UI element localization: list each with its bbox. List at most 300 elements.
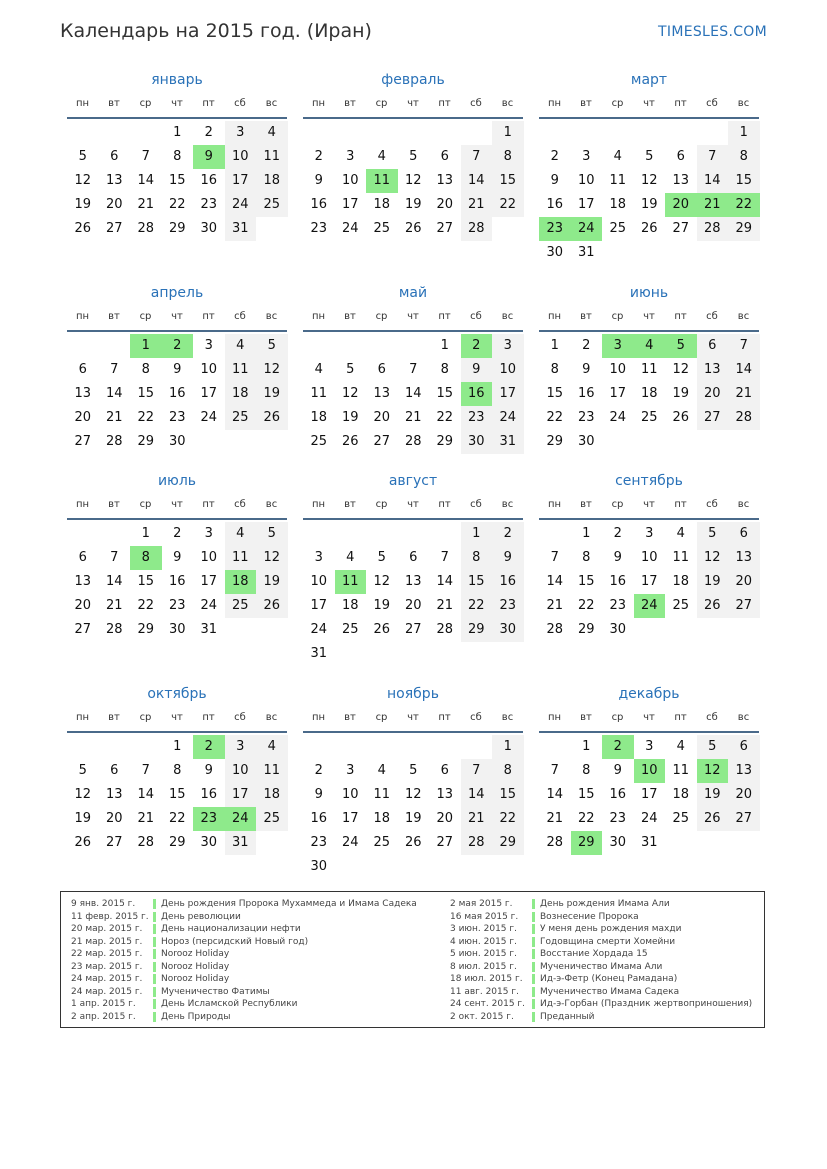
day-cell: 31: [225, 217, 257, 241]
holiday-day: 8: [130, 546, 162, 570]
day-cell: 11: [256, 759, 288, 783]
weekday-header: вт: [580, 712, 592, 723]
day-cell: 4: [676, 739, 685, 754]
legend-holiday-name: День рождения Пророка Мухаммеда и Имама Садека: [161, 899, 417, 909]
day-cell: 18: [373, 197, 391, 212]
day-cell: 16: [168, 386, 186, 401]
day-cell: 12: [404, 787, 422, 802]
day-cell: 22: [137, 598, 155, 613]
day-cell: 30: [492, 618, 524, 642]
day-cell: 29: [436, 434, 454, 449]
day-cell: 3: [645, 739, 654, 754]
day-cell: 15: [168, 173, 186, 188]
legend-marker: [532, 987, 535, 997]
weekday-header: ср: [375, 712, 388, 723]
day-cell: 18: [225, 382, 257, 406]
day-cell: 29: [492, 831, 524, 855]
weekday-header: вт: [344, 98, 356, 109]
legend-marker: [153, 912, 156, 922]
day-cell: 13: [404, 574, 422, 589]
legend-date: 2 мая 2015 г.: [450, 899, 513, 909]
day-cell: 15: [461, 570, 493, 594]
day-cell: 14: [404, 386, 422, 401]
month-5: [303, 285, 523, 478]
day-cell: 26: [404, 835, 422, 850]
legend-holiday-name: У меня день рождения махди: [540, 924, 682, 934]
legend-date: 2 окт. 2015 г.: [450, 1011, 514, 1022]
day-cell: 22: [436, 410, 454, 425]
day-cell: 19: [256, 382, 288, 406]
day-cell: 30: [168, 434, 186, 449]
legend-marker: [153, 924, 156, 934]
legend-holiday-name: День Исламской Республики: [161, 999, 298, 1009]
holiday-day: 2: [193, 735, 225, 759]
day-cell: 11: [256, 145, 288, 169]
day-cell: 31: [492, 430, 524, 454]
day-cell: 26: [256, 594, 288, 618]
weekday-header: пн: [75, 311, 90, 322]
weekday-header: ср: [375, 499, 388, 510]
month-name: декабрь: [618, 686, 680, 702]
day-cell: 27: [105, 835, 123, 850]
day-cell: 23: [310, 221, 328, 236]
day-cell: 10: [341, 173, 359, 188]
legend-date: 3 июн. 2015 г.: [450, 924, 517, 934]
day-cell: 17: [609, 386, 627, 401]
day-cell: 27: [728, 807, 760, 831]
holiday-day: 5: [665, 334, 697, 358]
day-cell: 20: [697, 382, 729, 406]
month-6: [539, 285, 759, 478]
day-cell: 3: [225, 121, 257, 145]
day-cell: 9: [173, 362, 182, 377]
day-cell: 7: [110, 550, 119, 565]
holiday-day: 11: [366, 169, 398, 193]
weekday-header: сб: [470, 98, 482, 109]
day-cell: 22: [461, 594, 493, 618]
day-cell: 24: [200, 410, 218, 425]
month-8: [303, 473, 523, 666]
day-cell: 7: [110, 362, 119, 377]
legend-date: 16 мая 2015 г.: [450, 911, 519, 922]
month-name: май: [398, 285, 428, 301]
day-cell: 13: [436, 173, 454, 188]
day-cell: 14: [137, 787, 155, 802]
day-cell: 18: [373, 811, 391, 826]
day-cell: 23: [609, 598, 627, 613]
day-cell: 11: [225, 546, 257, 570]
day-cell: 4: [225, 522, 257, 546]
day-cell: 25: [672, 598, 690, 613]
day-cell: 11: [310, 386, 328, 401]
month-2: [303, 72, 523, 265]
day-cell: 28: [546, 835, 564, 850]
weekday-header: сб: [470, 712, 482, 723]
weekday-header: пт: [674, 311, 687, 322]
day-cell: 9: [314, 173, 323, 188]
legend-marker: [153, 949, 156, 959]
day-cell: 24: [225, 193, 257, 217]
day-cell: 4: [314, 362, 323, 377]
weekday-header: вт: [108, 499, 120, 510]
day-cell: 20: [728, 570, 760, 594]
day-cell: 6: [728, 735, 760, 759]
day-cell: 22: [577, 811, 595, 826]
day-cell: 9: [613, 550, 622, 565]
day-cell: 18: [672, 574, 690, 589]
day-cell: 7: [697, 145, 729, 169]
header-rule: [539, 117, 759, 119]
day-cell: 21: [105, 598, 123, 613]
day-cell: 1: [440, 338, 449, 353]
legend-date: 1 апр. 2015 г.: [71, 999, 136, 1009]
weekday-header: чт: [171, 311, 183, 322]
page-title: Календарь на 2015 год. (Иран): [60, 20, 372, 42]
day-cell: 13: [728, 759, 760, 783]
day-cell: 26: [74, 835, 92, 850]
weekday-header: пн: [311, 311, 326, 322]
day-cell: 15: [137, 574, 155, 589]
day-cell: 28: [697, 217, 729, 241]
weekday-header: пт: [202, 499, 215, 510]
weekday-header: чт: [643, 98, 655, 109]
day-cell: 14: [137, 173, 155, 188]
day-cell: 20: [436, 811, 454, 826]
day-cell: 1: [550, 338, 559, 353]
day-cell: 25: [373, 835, 391, 850]
weekday-header: чт: [407, 499, 419, 510]
day-cell: 12: [697, 546, 729, 570]
day-cell: 3: [204, 338, 213, 353]
day-cell: 31: [225, 831, 257, 855]
day-cell: 28: [461, 831, 493, 855]
legend-date: 11 авг. 2015 г.: [450, 986, 519, 997]
legend-holiday-name: Norooz Holiday: [161, 974, 230, 984]
day-cell: 31: [640, 835, 658, 850]
legend-marker: [153, 1012, 156, 1022]
day-cell: 26: [697, 594, 729, 618]
day-cell: 18: [609, 197, 627, 212]
day-cell: 23: [310, 835, 328, 850]
day-cell: 27: [672, 221, 690, 236]
day-cell: 9: [582, 362, 591, 377]
legend-holiday-name: День национализации нефти: [161, 924, 301, 934]
legend-holiday-name: Преданный: [540, 1011, 595, 1022]
month-name: апрель: [150, 285, 204, 301]
day-cell: 6: [78, 550, 87, 565]
day-cell: 11: [640, 362, 658, 377]
day-cell: 8: [492, 145, 524, 169]
day-cell: 31: [577, 245, 595, 260]
day-cell: 7: [550, 550, 559, 565]
weekday-header: пн: [75, 499, 90, 510]
month-11: [303, 686, 523, 879]
weekday-header: сб: [706, 98, 718, 109]
day-cell: 24: [640, 811, 658, 826]
day-cell: 12: [74, 173, 92, 188]
day-cell: 14: [105, 386, 123, 401]
day-cell: 27: [404, 622, 422, 637]
legend-marker: [532, 937, 535, 947]
day-cell: 20: [74, 410, 92, 425]
day-cell: 22: [137, 410, 155, 425]
day-cell: 16: [200, 787, 218, 802]
month-name: сентябрь: [615, 473, 683, 489]
day-cell: 4: [256, 735, 288, 759]
holiday-day: 24: [571, 217, 603, 241]
day-cell: 15: [492, 783, 524, 807]
day-cell: 13: [728, 546, 760, 570]
day-cell: 10: [225, 759, 257, 783]
weekday-header: чт: [643, 499, 655, 510]
day-cell: 11: [609, 173, 627, 188]
weekday-header: чт: [171, 98, 183, 109]
day-cell: 5: [697, 522, 729, 546]
weekday-header: сб: [234, 712, 246, 723]
weekday-header: пн: [75, 712, 90, 723]
day-cell: 22: [492, 807, 524, 831]
day-cell: 7: [141, 149, 150, 164]
day-cell: 16: [577, 386, 595, 401]
day-cell: 9: [173, 550, 182, 565]
header-rule: [67, 330, 287, 332]
weekday-header: вс: [501, 98, 514, 109]
day-cell: 17: [200, 574, 218, 589]
day-cell: 14: [461, 783, 493, 807]
weekday-header: вс: [265, 98, 278, 109]
legend-holiday-name: День Природы: [161, 1011, 231, 1022]
day-cell: 10: [310, 574, 328, 589]
legend-holiday-name: Мученичество Фатимы: [161, 986, 270, 997]
day-cell: 30: [546, 245, 564, 260]
day-cell: 11: [672, 763, 690, 778]
day-cell: 17: [200, 386, 218, 401]
header-rule: [67, 518, 287, 520]
weekday-header: чт: [407, 98, 419, 109]
legend-date: 22 мар. 2015 г.: [71, 949, 143, 959]
legend-marker: [532, 899, 535, 909]
weekday-header: вс: [501, 311, 514, 322]
weekday-header: вс: [737, 98, 750, 109]
day-cell: 27: [105, 221, 123, 236]
header-rule: [67, 117, 287, 119]
day-cell: 26: [256, 406, 288, 430]
day-cell: 3: [314, 550, 323, 565]
weekday-header: вт: [108, 311, 120, 322]
day-cell: 19: [404, 811, 422, 826]
day-cell: 22: [577, 598, 595, 613]
day-cell: 19: [74, 197, 92, 212]
day-cell: 17: [640, 787, 658, 802]
weekday-header: вт: [580, 311, 592, 322]
weekday-header: пн: [311, 712, 326, 723]
holiday-day: 20: [665, 193, 697, 217]
holiday-day: 9: [193, 145, 225, 169]
day-cell: 25: [640, 410, 658, 425]
day-cell: 18: [640, 386, 658, 401]
day-cell: 13: [672, 173, 690, 188]
day-cell: 12: [256, 358, 288, 382]
weekday-header: сб: [706, 311, 718, 322]
weekday-header: сб: [706, 499, 718, 510]
day-cell: 8: [440, 362, 449, 377]
day-cell: 26: [341, 434, 359, 449]
weekday-header: сб: [706, 712, 718, 723]
day-cell: 19: [697, 570, 729, 594]
day-cell: 7: [550, 763, 559, 778]
legend-holiday-name: Восстание Хордада 15: [540, 949, 648, 959]
holiday-day: 22: [728, 193, 760, 217]
month-name: январь: [151, 72, 203, 88]
weekday-header: вс: [501, 712, 514, 723]
day-cell: 28: [461, 217, 493, 241]
day-cell: 7: [461, 759, 493, 783]
day-cell: 2: [550, 149, 559, 164]
day-cell: 12: [373, 574, 391, 589]
holiday-day: 16: [461, 382, 493, 406]
legend-date: 18 июл. 2015 г.: [450, 974, 523, 984]
weekday-header: вс: [737, 712, 750, 723]
day-cell: 13: [74, 574, 92, 589]
day-cell: 10: [609, 362, 627, 377]
weekday-header: ср: [139, 311, 152, 322]
header-rule: [303, 731, 523, 733]
day-cell: 12: [74, 787, 92, 802]
day-cell: 9: [550, 173, 559, 188]
day-cell: 14: [461, 169, 493, 193]
day-cell: 28: [728, 406, 760, 430]
month-name: февраль: [381, 72, 445, 88]
site-link[interactable]: TIMESLES.COM: [658, 24, 767, 40]
day-cell: 18: [341, 598, 359, 613]
day-cell: 11: [225, 358, 257, 382]
day-cell: 21: [137, 197, 155, 212]
legend-marker: [532, 999, 535, 1009]
month-name: ноябрь: [387, 686, 439, 702]
day-cell: 3: [225, 735, 257, 759]
day-cell: 10: [200, 550, 218, 565]
day-cell: 8: [173, 763, 182, 778]
day-cell: 17: [225, 169, 257, 193]
day-cell: 7: [440, 550, 449, 565]
weekday-header: сб: [470, 311, 482, 322]
day-cell: 23: [168, 410, 186, 425]
day-cell: 9: [204, 763, 213, 778]
day-cell: 20: [728, 783, 760, 807]
holiday-day: 24: [225, 807, 257, 831]
day-cell: 2: [314, 763, 323, 778]
weekday-header: вс: [265, 712, 278, 723]
day-cell: 4: [377, 763, 386, 778]
day-cell: 27: [436, 835, 454, 850]
day-cell: 4: [377, 149, 386, 164]
holiday-day: 24: [634, 594, 666, 618]
day-cell: 13: [436, 787, 454, 802]
month-name: июль: [157, 473, 197, 489]
day-cell: 7: [141, 763, 150, 778]
weekday-header: вт: [108, 98, 120, 109]
day-cell: 15: [137, 386, 155, 401]
legend-marker: [153, 987, 156, 997]
day-cell: 13: [105, 787, 123, 802]
weekday-header: чт: [643, 712, 655, 723]
day-cell: 18: [256, 783, 288, 807]
day-cell: 26: [697, 807, 729, 831]
day-cell: 25: [609, 221, 627, 236]
day-cell: 4: [225, 334, 257, 358]
weekday-header: вс: [265, 499, 278, 510]
day-cell: 31: [200, 622, 218, 637]
day-cell: 15: [577, 787, 595, 802]
day-cell: 25: [256, 807, 288, 831]
weekday-header: вс: [737, 311, 750, 322]
day-cell: 1: [492, 735, 524, 759]
day-cell: 17: [225, 783, 257, 807]
day-cell: 28: [105, 622, 123, 637]
day-cell: 6: [676, 149, 685, 164]
day-cell: 2: [492, 522, 524, 546]
day-cell: 16: [310, 811, 328, 826]
day-cell: 22: [168, 811, 186, 826]
day-cell: 19: [373, 598, 391, 613]
day-cell: 31: [310, 646, 328, 661]
weekday-header: чт: [171, 499, 183, 510]
day-cell: 27: [74, 434, 92, 449]
day-cell: 13: [105, 173, 123, 188]
day-cell: 5: [78, 763, 87, 778]
weekday-header: сб: [470, 499, 482, 510]
weekday-header: пт: [674, 712, 687, 723]
holiday-day: 21: [697, 193, 729, 217]
day-cell: 5: [409, 763, 418, 778]
holiday-day: 18: [225, 570, 257, 594]
day-cell: 12: [404, 173, 422, 188]
month-1: [67, 72, 287, 265]
day-cell: 13: [373, 386, 391, 401]
legend-holiday-name: Ид-э-Фетр (Конец Рамадана): [540, 974, 678, 984]
day-cell: 3: [346, 763, 355, 778]
day-cell: 6: [78, 362, 87, 377]
day-cell: 8: [141, 362, 150, 377]
day-cell: 10: [492, 358, 524, 382]
day-cell: 8: [582, 550, 591, 565]
day-cell: 8: [728, 145, 760, 169]
day-cell: 28: [105, 434, 123, 449]
weekday-header: пн: [311, 98, 326, 109]
day-cell: 27: [436, 221, 454, 236]
day-cell: 2: [582, 338, 591, 353]
day-cell: 20: [74, 598, 92, 613]
weekday-header: вт: [580, 499, 592, 510]
day-cell: 22: [546, 410, 564, 425]
day-cell: 5: [409, 149, 418, 164]
header-rule: [67, 731, 287, 733]
day-cell: 19: [74, 811, 92, 826]
day-cell: 21: [728, 382, 760, 406]
header-rule: [539, 330, 759, 332]
weekday-header: чт: [171, 712, 183, 723]
day-cell: 21: [137, 811, 155, 826]
weekday-header: чт: [407, 311, 419, 322]
day-cell: 17: [341, 197, 359, 212]
day-cell: 22: [492, 193, 524, 217]
day-cell: 28: [436, 622, 454, 637]
day-cell: 27: [697, 406, 729, 430]
day-cell: 7: [461, 145, 493, 169]
month-name: март: [630, 72, 668, 88]
day-cell: 20: [436, 197, 454, 212]
legend-date: 11 февр. 2015 г.: [71, 911, 149, 922]
